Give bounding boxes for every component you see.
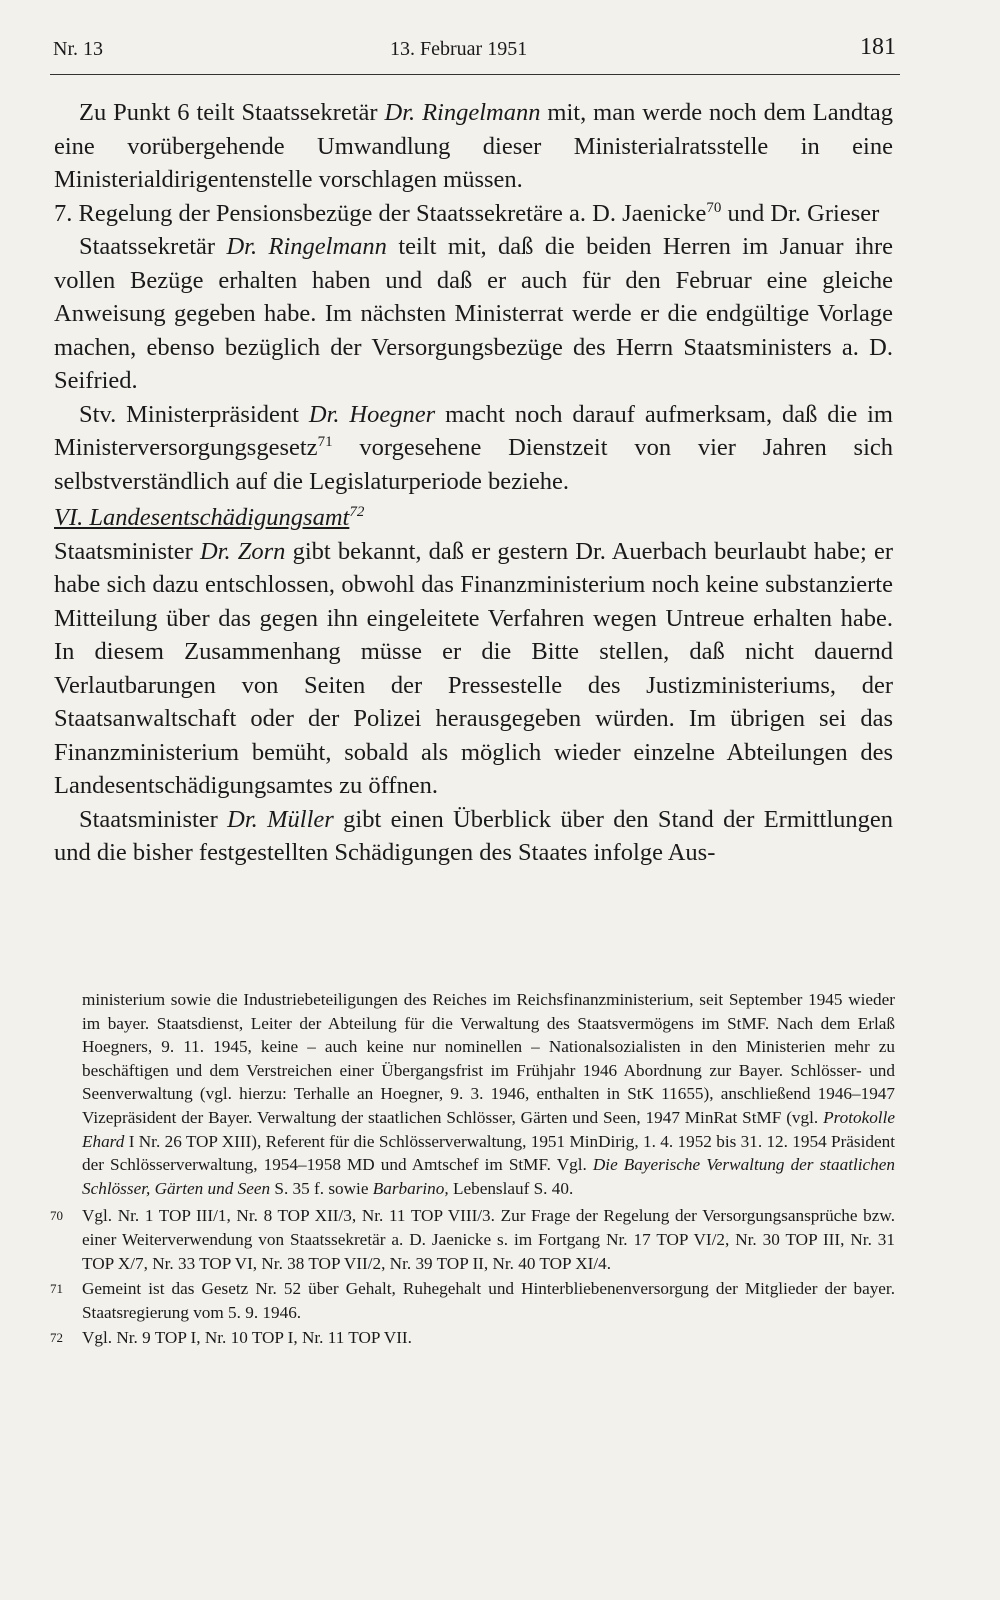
footnote-number: 72 <box>50 1330 63 1346</box>
speaker-name: Dr. Zorn <box>199 537 286 565</box>
text-run: ministerium sowie die Industriebeteiligungen des Reiches im Reichsfinanzministerium, seit September 1945 wieder im bayer. Staatsdienst, Leiter der Abteilung für die Verwaltung des Staatsvermögens im StMF. Nach dem Erlaß Hoegners, 9. 11. 1945, keine – auch keine nur nominellen – Nationalsozialisten in den Ministerien mehr zu beschäftigen und dem Verstreichen einer Übergangsfrist im Frühjahr 1946 Abordnung zur Bayer. Schlösser- und Seenverwaltung (vgl. hierzu: Terhalle an Hoegner, 9. 3. 1946, enthalten in StK 11655), anschließend 1946–1947 Vizepräsident der Bayer. Verwaltung der staatlichen Schlösser, Gärten und Seen, 1947 MinRat StMF (vgl. <box>82 990 895 1127</box>
footnotes <box>50 988 895 1352</box>
footnote-70 <box>50 1204 895 1275</box>
footnote-ref-71[interactable]: 71 <box>317 433 333 450</box>
text-run: Staatsminister <box>54 537 200 565</box>
paragraph-punkt-6 <box>54 96 893 197</box>
text-run: S. 35 f. sowie <box>270 1178 373 1198</box>
footnote-71 <box>50 1277 895 1324</box>
text-run: gibt einen Überblick über den Stand der Ermittlungen und die bisher festgestellten Schädigungen des Staates infolge Aus- <box>54 805 893 866</box>
agenda-item-7 <box>54 197 893 231</box>
agenda-item-title-cont: und Dr. Grieser <box>721 199 880 227</box>
footnote-text: Vgl. Nr. 1 TOP III/1, Nr. 8 TOP XII/3, Nr. 11 TOP VIII/3. Zur Frage der Regelung der Versorgungsansprüche bzw. einer Weiterverwendung von Staatssekretär a. D. Jaenicke s. im Fortgang Nr. 17 TOP VI/2, Nr. 30 TOP III, Nr. 31 TOP X/7, Nr. 33 TOP VI, Nr. 38 TOP VII/2, Nr. 39 TOP II, Nr. 40 TOP XI/4. <box>82 1206 895 1273</box>
running-header <box>50 36 900 75</box>
text-run: vorgesehene Dienstzeit von vier Jahren sich selbstverständlich auf die Legislaturperiode beziehe. <box>54 434 893 495</box>
section-title: VI. Landesentschädigungsamt <box>54 504 350 531</box>
text-run: I Nr. 26 TOP XIII), Referent für die Schlösserverwaltung, 1951 MinDirig, 1. 4. 1952 bis 31. 12. 1954 Präsident der Schlösserverwaltung, 1954–1958 MD und Amtschef im StMF. Vgl. <box>82 1131 895 1175</box>
text-run-italic: Protokolle Ehard <box>82 1107 895 1151</box>
text-run: Stv. Ministerpräsident <box>79 400 309 428</box>
footnote-text: Gemeint ist das Gesetz Nr. 52 über Gehalt, Ruhegehalt und Hinterbliebenenversorgung der Mitglieder der bayer. Staatsregierung vom 5. 9. 1946. <box>82 1279 895 1322</box>
paragraph-mueller <box>54 803 893 870</box>
main-text <box>54 96 893 870</box>
text-run: Staatssekretär <box>79 233 227 260</box>
footnote-ref-70[interactable]: 70 <box>706 199 722 216</box>
text-run-italic: Die Bayerische Verwaltung der staatlichen Schlösser, Gärten und Seen <box>82 1155 895 1198</box>
text-run: mit, man werde noch dem Landtag eine vorübergehende Umwandlung dieser Ministerialratsstelle in eine Ministerialdirigentenstelle vorschlagen müssen. <box>54 99 894 193</box>
speaker-name: Dr. Ringelmann <box>226 233 387 260</box>
paragraph-hoegner <box>54 398 893 499</box>
text-run: teilt mit, daß die beiden Herren im Januar ihre vollen Bezüge erhalten haben und daß er auch für den Februar eine gleiche Anweisung gegeben habe. Im nächsten Ministerrat werde er die endgültige Vorlage machen, ebenso bezüglich der Versorgungsbezüge des Herrn Staatsministers a. D. Seifried. <box>54 233 893 394</box>
footnote-ref-72[interactable]: 72 <box>349 503 365 520</box>
header-date: 13. Februar 1951 <box>390 38 528 60</box>
page-number: 181 <box>860 34 896 60</box>
text-run: macht noch darauf aufmerksam, daß die im Ministerversorgungsgesetz <box>54 400 893 461</box>
text-run: Staatsminister <box>79 805 228 833</box>
agenda-item-title: 7. Regelung der Pensionsbezüge der Staatssekretäre a. D. Jaenicke <box>54 199 707 227</box>
footnote-number: 71 <box>50 1281 63 1297</box>
paragraph-ringelmann <box>54 230 893 398</box>
text-run-italic: Barbarino, <box>372 1178 449 1198</box>
issue-number: Nr. 13 <box>53 38 103 60</box>
text-run: Zu Punkt 6 teilt Staatssekretär <box>79 99 385 126</box>
footnote-72 <box>50 1326 895 1350</box>
footnote-text: Vgl. Nr. 9 TOP I, Nr. 10 TOP I, Nr. 11 TOP VII. <box>82 1328 412 1348</box>
footnote-number: 70 <box>50 1208 63 1224</box>
speaker-name: Dr. Hoegner <box>308 400 436 428</box>
section-heading-vi <box>54 501 893 535</box>
text-run: gibt bekannt, daß er gestern Dr. Auerbach beurlaubt habe; er habe sich dazu entschlossen, obwohl das Finanzministerium noch keine substanzierte Mitteilung über das gegen ihn eingeleitete Verfahren wegen Untreue erhalten habe. In diesem Zusammenhang müsse er die Bitte stellen, daß nicht dauernd Verlautbarungen von Seiten der Pressestelle des Justizministeriums, der Staatsanwaltschaft oder der Polizei herausgegeben würden. Im übrigen sei das Finanzministerium bemüht, sobald als möglich wieder einzelne Abteilungen des Landesentschädigungsamtes zu öffnen. <box>54 537 893 799</box>
speaker-name: Dr. Müller <box>227 805 334 833</box>
speaker-name: Dr. Ringelmann <box>384 99 541 126</box>
text-run: Lebenslauf S. 40. <box>448 1178 574 1198</box>
paragraph-zorn <box>54 535 893 803</box>
footnote-continuation <box>50 988 895 1200</box>
